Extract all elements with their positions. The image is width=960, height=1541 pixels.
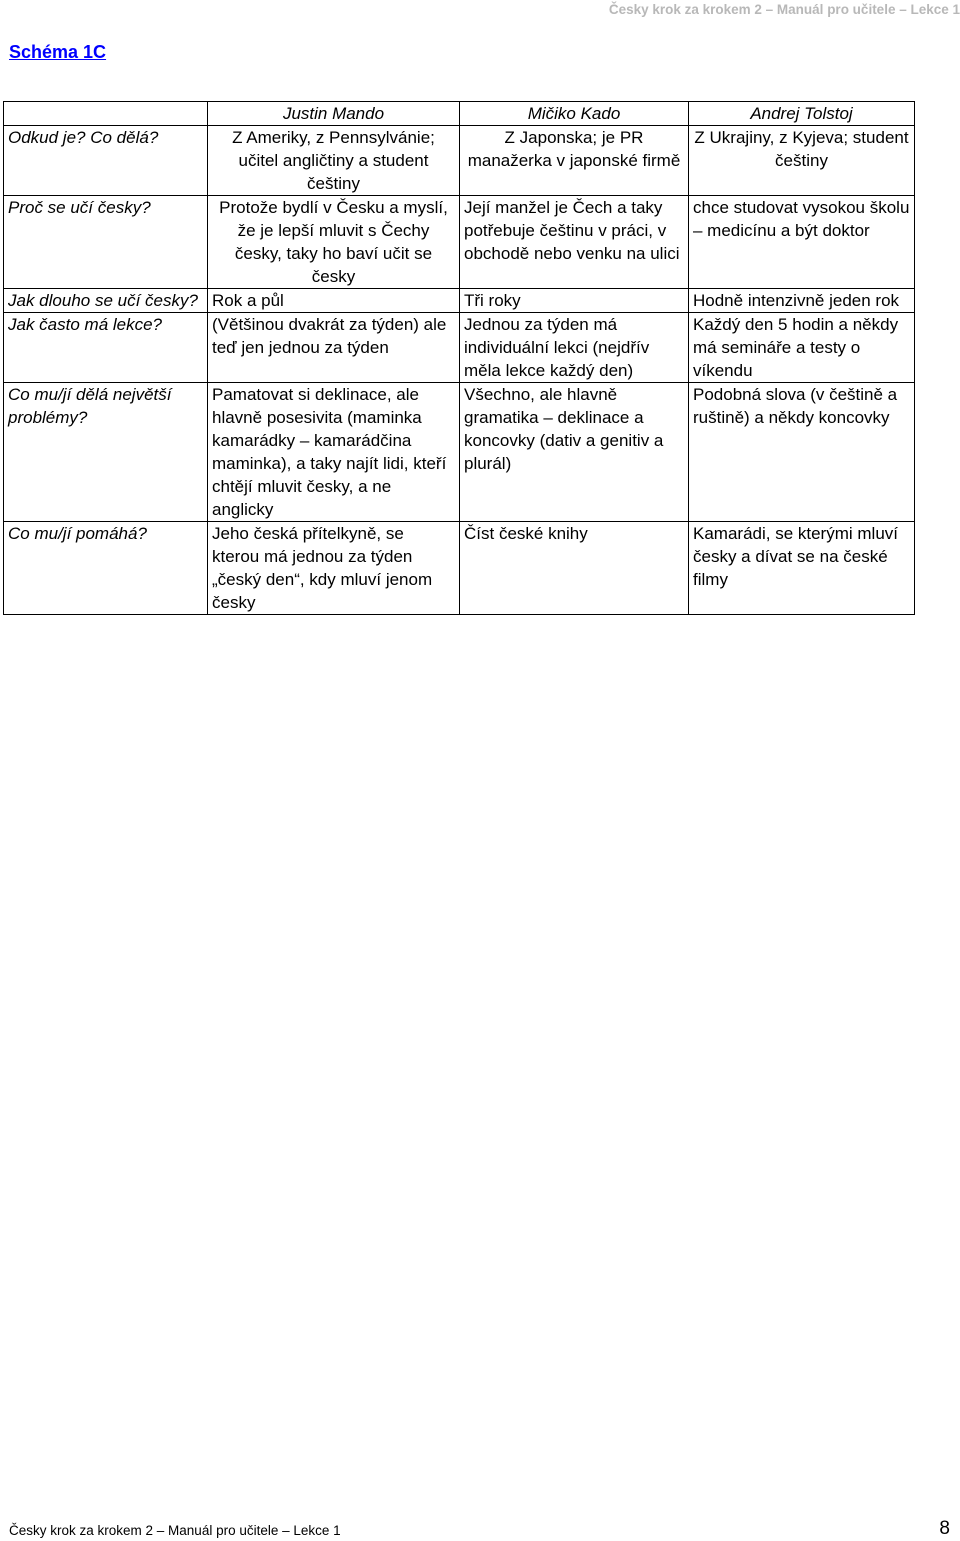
table-cell: Z Ukrajiny, z Kyjeva; student češtiny bbox=[689, 126, 915, 196]
table-cell: Tři roky bbox=[460, 289, 689, 313]
table-cell: (Většinou dvakrát za týden) ale teď jen jednou za týden bbox=[208, 313, 460, 383]
table-row bbox=[4, 196, 915, 289]
table-row bbox=[4, 383, 915, 522]
table-cell: Jeho česká přítelkyně, se kterou má jednou za týden „český den“, kdy mluví jenom česky bbox=[208, 522, 460, 615]
table-cell: Kamarádi, se kterými mluví česky a dívat se na české filmy bbox=[689, 522, 915, 615]
footer-text: Česky krok za krokem 2 – Manuál pro učitele – Lekce 1 bbox=[9, 1523, 341, 1538]
table-header-row bbox=[4, 102, 915, 126]
schema-table bbox=[3, 101, 915, 615]
table-cell: Jednou za týden má individuální lekci (nejdřív měla lekce každý den) bbox=[460, 313, 689, 383]
page-number: 8 bbox=[939, 1518, 950, 1539]
section-title: Schéma 1C bbox=[9, 42, 107, 62]
table-cell: Pamatovat si deklinace, ale hlavně posesivita (maminka kamarádky – kamarádčina maminka), a taky najít lidi, kteří chtějí mluvit česky, a ne anglicky bbox=[208, 383, 460, 522]
table-cell: Hodně intenzivně jeden rok bbox=[689, 289, 915, 313]
table-cell: Z Japonska; je PR manažerka v japonské firmě bbox=[460, 126, 689, 196]
table-cell: Každý den 5 hodin a někdy má semináře a testy o víkendu bbox=[689, 313, 915, 383]
row-question: Jak dlouho se učí česky? bbox=[4, 289, 208, 313]
row-question: Proč se učí česky? bbox=[4, 196, 208, 289]
header-cell-miciko: Mičiko Kado bbox=[460, 102, 689, 126]
header-cell-empty bbox=[4, 102, 208, 126]
table-cell: chce studovat vysokou školu – medicínu a být doktor bbox=[689, 196, 915, 289]
table-row bbox=[4, 522, 915, 615]
row-question: Odkud je? Co dělá? bbox=[4, 126, 208, 196]
table-cell: Protože bydlí v Česku a myslí, že je lepší mluvit s Čechy česky, taky ho baví učit se česky bbox=[208, 196, 460, 289]
header-cell-andrej: Andrej Tolstoj bbox=[689, 102, 915, 126]
row-question: Jak často má lekce? bbox=[4, 313, 208, 383]
table-row bbox=[4, 289, 915, 313]
table-cell: Všechno, ale hlavně gramatika – deklinace a koncovky (dativ a genitiv a plurál) bbox=[460, 383, 689, 522]
table-row bbox=[4, 313, 915, 383]
table-cell: Podobná slova (v češtině a ruštině) a někdy koncovky bbox=[689, 383, 915, 522]
header-cell-justin: Justin Mando bbox=[208, 102, 460, 126]
table-row bbox=[4, 126, 915, 196]
row-question: Co mu/jí dělá největší problémy? bbox=[4, 383, 208, 522]
table-cell: Rok a půl bbox=[208, 289, 460, 313]
running-header: Česky krok za krokem 2 – Manuál pro učitele – Lekce 1 bbox=[608, 2, 960, 17]
row-question: Co mu/jí pomáhá? bbox=[4, 522, 208, 615]
table-cell: Číst české knihy bbox=[460, 522, 689, 615]
table-cell: Z Ameriky, z Pennsylvánie; učitel angličtiny a student češtiny bbox=[208, 126, 460, 196]
table-cell: Její manžel je Čech a taky potřebuje češtinu v práci, v obchodě nebo venku na ulici bbox=[460, 196, 689, 289]
